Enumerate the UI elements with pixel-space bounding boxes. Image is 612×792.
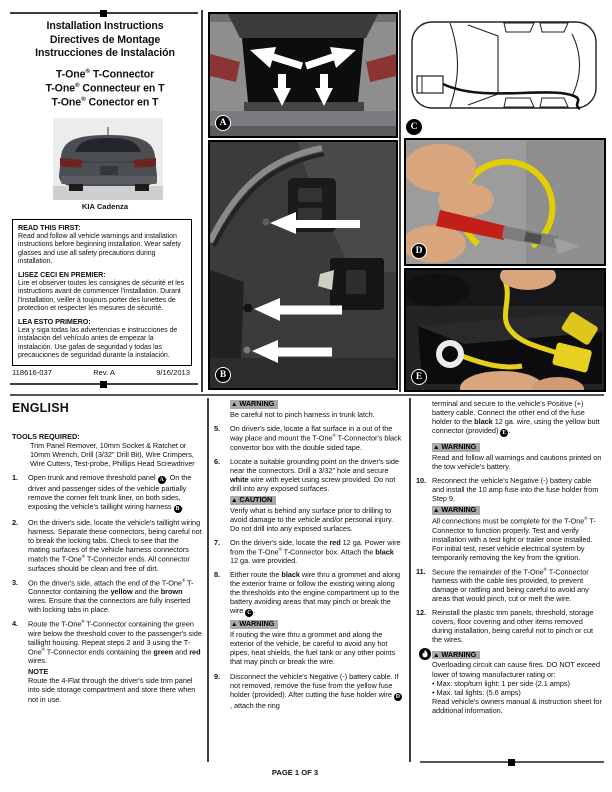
page-number-label: PAGE 1 OF 3	[271, 768, 319, 777]
step-4-text: Route the T-One® T-Connector containing the green wire below the threshold cover to the passenger's side taillight housing. Repeat steps 2 and 3 using the T-One® T-Connector ends containing the green and red wires.	[28, 619, 202, 666]
step-2	[12, 518, 202, 573]
warning-overload-bullet-2: • Max. tail lights: (5.6 amps)	[432, 687, 521, 697]
caution-label: CAUTION	[239, 494, 273, 504]
read-first-heading-en: READ THIS FIRST:	[18, 223, 81, 232]
step-7-text: On the driver's side, locate the red 12 ga. Power wire from the T-One® T-Connector box. Attach the black 12 ga. wire provided.	[230, 537, 401, 566]
step-5-number: 5.	[214, 424, 221, 434]
step-9-number: 9.	[214, 671, 221, 681]
car-rear-illustration	[53, 118, 163, 200]
figure-b-label: B	[215, 367, 231, 383]
step-1-text: Open trunk and remove threshold panel A . On the driver and passenger sides of the vehicle partially remove the corner felt trunk liner, on both sides, exposing the vehicle's taillight wiring harness B .	[28, 473, 192, 513]
read-first-body-en: Read and follow all vehicle warnings and installation instructions before beginning installation. Wear safety glasses and use all safety precautions during installation.	[18, 232, 181, 266]
trunk-panel-illustration	[210, 142, 396, 388]
doc-meta-row	[12, 368, 190, 377]
step-12-text: Reinstall the plastic trim panels, threshold, storage covers, floor covering and other items removed during installation, being careful not to pinch or cut the wires.	[432, 608, 594, 645]
car-top-view-diagram	[404, 14, 604, 116]
step-8-text: Either route the black wire thru a grommet and along the exterior frame or follow the existing wiring along the thresholds into the engine compartment up to the battery avoiding areas that may pinch or break the wire C .	[230, 570, 401, 617]
step-8	[214, 570, 402, 617]
figure-e-label: E	[411, 369, 427, 385]
step-1	[12, 473, 202, 513]
step-3-text: On the driver's side, attach the end of the T-One® T-Connector containing the yellow and the brown wires. Ensure that the connectors are fully inserted with locking tabs in place.	[28, 577, 194, 615]
step-3-number: 3.	[12, 577, 19, 587]
step-6-text: Locate a suitable grounding point on the driver's side near the connectors. Drill a 3/32" hole and secure white wire with eyelet using screw provided. Do not drill into any exposed surfaces.	[230, 456, 399, 493]
instructions-column-2	[214, 399, 402, 715]
figure-a-trunk-photo	[208, 12, 398, 138]
figure-a-label: A	[215, 115, 231, 131]
figure-e-battery-photo	[404, 268, 606, 392]
note-text: Route the 4-Flat through the driver's side trim panel into side storage compartment and store there when not in use.	[28, 676, 196, 704]
warning-connections-text: All connections must be complete for the T-One® T-Connector to function properly. Test and verify installation with a test light or trailer once installed. For initial test, reset vehicle electrical system by temporarily removing the key from the ignition.	[432, 516, 596, 562]
step-11-number: 11.	[416, 566, 426, 576]
step-12-number: 12.	[416, 608, 427, 618]
read-first-body-fr: Lire et observer toutes les consignes de sécurité et les instructions avant de commencer l'installation. Durant l'installation, veiller à toujours porter des lunettes de protection et respecter les mesures de sécurité.	[18, 279, 185, 313]
warning-label: WARNING	[239, 619, 275, 629]
date: 9/16/2013	[156, 368, 190, 377]
fire-hazard-icon	[419, 648, 431, 662]
step-9-text: Disconnect the vehicle's Negative (-) battery cable. If not removed, remove the fuse from the yellow fuse holder (provided). After cutting the fuse holder wire D, attach the ring	[230, 671, 400, 710]
caution-drilling	[230, 495, 402, 533]
read-first-heading-es: LEA ESTO PRIMERO:	[18, 316, 91, 326]
product-line-es: T-One® Conector en T	[51, 95, 159, 109]
step-4-number: 4.	[12, 619, 19, 629]
read-first-body-es: Lea y siga todas las advertencias e instrucciones de instalación del vehículo antes de empezar la instalación. Use gafas de seguridad y todas las precauciones de seguridad durante la instalación.	[18, 326, 178, 360]
column-divider-bottom-1	[207, 398, 209, 762]
warning-overload-bullet-1: • Max. stop/turn light: 1 per side (2.1 amps)	[432, 678, 570, 688]
figure-c-label-wrap	[406, 116, 422, 135]
warning-triangle-icon: ▲	[433, 444, 440, 452]
instructions-column-1	[12, 432, 202, 704]
note-block	[28, 667, 202, 703]
top-left-rule	[10, 12, 198, 14]
step-9	[214, 672, 402, 710]
column-divider-top-1	[201, 10, 203, 392]
title-line-en: Installation Instructions	[46, 20, 164, 32]
caution-triangle-icon: ▲	[231, 496, 238, 504]
product-line-fr: T-One® Connecteur en T	[45, 81, 165, 95]
warning-connections	[432, 505, 604, 562]
step-10-number: 10.	[416, 476, 427, 486]
warning-battery	[432, 442, 604, 471]
figure-d-label: D	[411, 243, 427, 259]
bottom-left-rule	[10, 383, 198, 385]
document-header	[10, 20, 200, 110]
registration-mark	[100, 381, 107, 388]
warning-triangle-icon: ▲	[231, 621, 238, 629]
open-trunk-illustration	[210, 14, 396, 136]
step-8-number: 8.	[214, 570, 221, 580]
vehicle-name-caption: KIA Cadenza	[81, 202, 129, 211]
warning-trunk-latch-text: Be careful not to pinch harness in trunk latch.	[230, 409, 375, 419]
warning-battery-text: Read and follow all warnings and cautions printed on the tow vehicle's battery.	[432, 453, 602, 472]
step-2-text: On the driver's side, locate the vehicle's taillight wiring harness. Separate these connectors, being careful not to break the locking tabs. Check to see that the mating surfaces of the vehicle harness connectors match the T-One® T-Connector ends. All connector surfaces should be clean and free of dirt.	[28, 518, 202, 573]
warning-label: WARNING	[239, 399, 275, 408]
step-6-number: 6.	[214, 456, 221, 466]
warning-label: WARNING	[441, 505, 477, 515]
warning-label: WARNING	[441, 649, 477, 659]
warning-label: WARNING	[441, 442, 477, 452]
column-divider-top-2	[399, 10, 401, 392]
language-section-heading: ENGLISH	[12, 401, 69, 415]
note-heading: NOTE	[28, 667, 49, 677]
step-12	[416, 608, 604, 644]
warning-trunk-latch	[230, 399, 402, 419]
figure-c-routing-diagram	[404, 14, 604, 116]
warning-exterior-routing	[230, 619, 402, 666]
tools-required-list: Trim Panel Remover, 10mm Socket & Ratchet or 10mm Wrench, Drill (3/32" Drill Bit), Wire Crimpers, Wire Cutters, Test-probe, Phillips Head Screwdriver	[30, 441, 195, 469]
step-7	[214, 538, 402, 566]
warning-triangle-icon: ▲	[433, 507, 440, 515]
step-4	[12, 619, 202, 665]
figure-c-label: C	[406, 119, 422, 135]
column-divider-bottom-2	[409, 398, 411, 762]
title-line-fr: Directives de Montage	[49, 33, 161, 46]
revision: Rev. A	[93, 368, 115, 377]
warning-overload-footer: Read vehicle's owners manual & instruction sheet for additional information.	[432, 696, 602, 715]
step-11	[416, 567, 604, 604]
tools-required-heading: TOOLS REQUIRED:	[12, 432, 80, 441]
step-5	[214, 424, 402, 452]
battery-ring-terminal-illustration	[406, 270, 604, 390]
read-first-box	[12, 219, 192, 366]
instructions-column-3	[416, 399, 604, 720]
step-10-text: Reconnect the vehicle's Negative (-) battery cable and install the 10 amp fuse into the fuse holder from Step 9.	[432, 476, 599, 504]
warning-triangle-icon: ▲	[433, 651, 440, 659]
registration-mark	[508, 759, 515, 766]
section-divider-rule	[10, 394, 604, 396]
registration-mark	[100, 10, 107, 17]
step-7-number: 7.	[214, 537, 221, 547]
warning-exterior-routing-text: If routing the wire thru a grommet and along the exterior of the vehicle, be careful to avoid any hot pipes, heat shields, the fuel tank or any other points that may pinch or break the wire.	[230, 630, 396, 667]
step-5-text: On driver's side, locate a flat surface in a out of the way place and mount the T-One® T-Connector's black convertor box with the double sided tape.	[230, 424, 402, 452]
step-11-text: Secure the remainder of the T-One® T-Connector harness with the cable ties provided, to prevent damage or rattling and being careful to avoid any areas that would pinch, cut or melt the wire.	[432, 566, 589, 604]
step-9-continuation: terminal and secure to the vehicle's Positive (+) battery cable. Connect the other end of the fuse holder to the black 12 ga. wire, using the yellow butt connector (provided) E .	[432, 399, 600, 437]
step-3	[12, 578, 202, 615]
product-line-en: T-One® T-Connector	[55, 67, 155, 81]
read-first-heading-fr: LISEZ CECI EN PREMIER:	[18, 269, 106, 279]
pliers-cutting-wire-illustration	[406, 140, 604, 264]
warning-overload	[432, 650, 604, 715]
warning-triangle-icon: ▲	[231, 401, 238, 408]
figure-d-wire-cutting-photo	[404, 138, 606, 266]
warning-overload-intro: Overloading circuit can cause fires. DO NOT exceed lower of towing manufacturer rating or:	[432, 660, 600, 679]
part-number: 118616-037	[12, 368, 52, 377]
vehicle-rear-photo	[53, 118, 163, 200]
step-2-number: 2.	[12, 518, 19, 528]
step-6	[214, 457, 402, 493]
bottom-right-rule	[420, 761, 604, 763]
step-1-number: 1.	[12, 473, 19, 483]
figure-b-trunk-panel-photo	[208, 140, 398, 390]
title-line-es: Instrucciones de Instalación	[35, 47, 175, 60]
caution-drilling-text: Verify what is behind any surface prior to drilling to avoid damage to the vehicle and/or personal injury. Do not drill into any exposed surfaces.	[230, 505, 394, 533]
step-10	[416, 476, 604, 503]
